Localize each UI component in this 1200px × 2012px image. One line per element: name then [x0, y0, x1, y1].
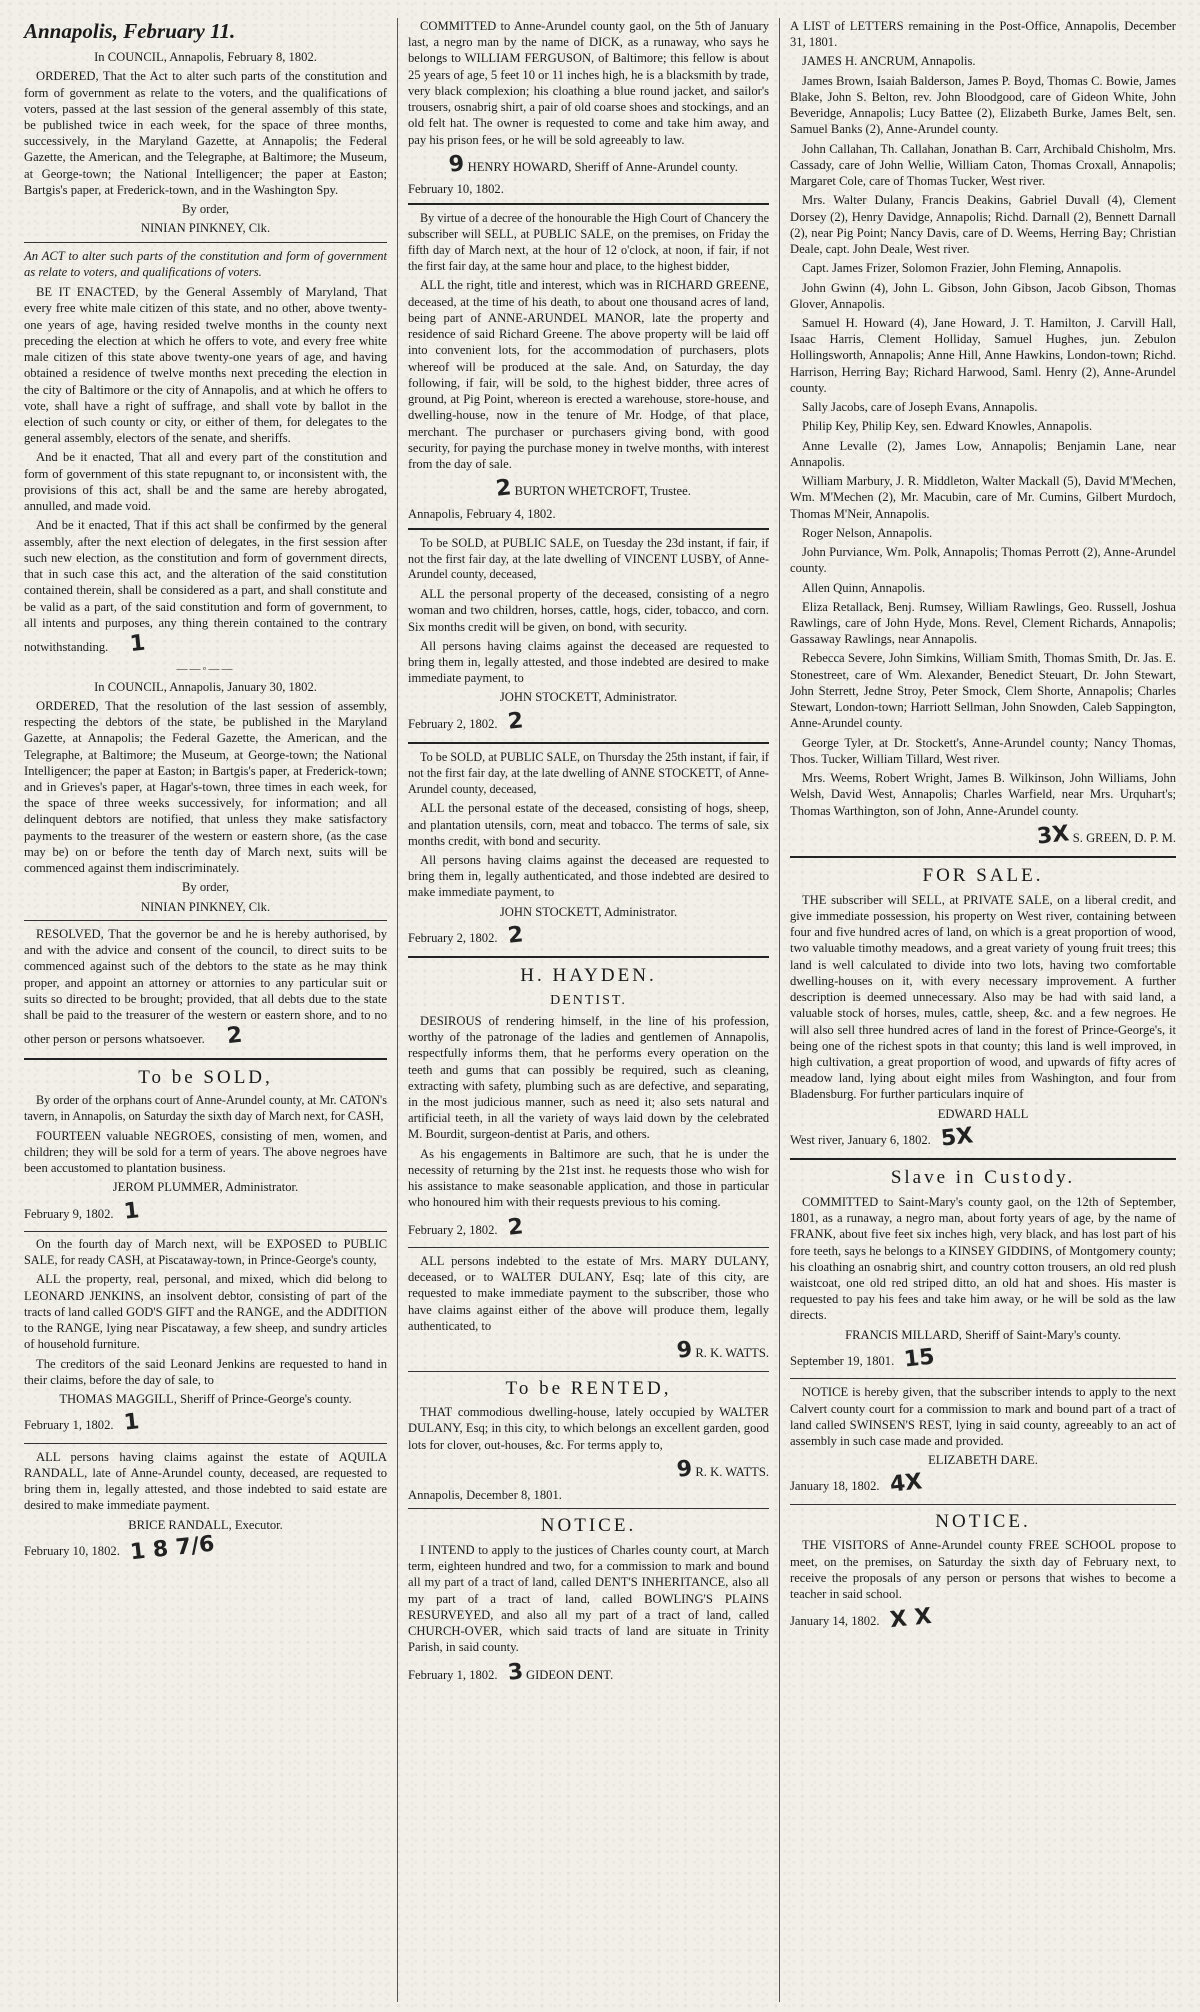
letters-entry: Eliza Retallack, Benj. Rumsey, William Rawlings, Geo. Russell, Joshua Rawlings, care of John Hyde, Mons. Revel, Clement Richards, Annapolis; Gassaway Rawlings, near Annapolis. [790, 599, 1176, 647]
letters-entry: George Tyler, at Dr. Stockett's, Anne-Arundel county; Nancy Thomas, Thos. Tucker, William Tillard, West river. [790, 735, 1176, 766]
divider [790, 856, 1176, 858]
ad-date [790, 1470, 1176, 1498]
signer [790, 822, 1176, 850]
divider [408, 956, 769, 958]
date-text: January 18, 1802. [790, 1479, 880, 1494]
signer [408, 151, 769, 179]
handwritten-mark: 15 [902, 1344, 937, 1373]
handwritten-mark: 1 [122, 1409, 141, 1437]
handwritten-mark: 5X [939, 1123, 975, 1152]
ad-body: ALL the right, title and interest, which was in RICHARD GREENE, deceased, at the time of his death, to about one thousand acres of land, being part of ANNE-ARUNDEL MANOR, late the property and residence of said Richard Greene. The above property will be laid off into convenient lots, for the accommodation of purchasers, plots whereof will be produced at the sale. And, on Saturday, the day following, if fair, will be sold, to the highest bidder, three acres of ground, at Pig Point, whereon is erected a warehouse, store-house, and dwelling-house, now in the tenure of Mr. Hodge, of that place, merchant. The purchaser or purchasers giving bond, with good security, for paying the purchase money in twelve months, with interest from the day of sale. [408, 278, 769, 471]
letters-entry: John Purviance, Wm. Polk, Annapolis; Thomas Perrott (2), Anne-Arundel county. [790, 545, 1176, 576]
column-3 [780, 18, 1186, 2002]
signer: JEROM PLUMMER, Administrator. [112, 1180, 299, 1195]
ad-body: ALL the property, real, personal, and mixed, which did belong to LEONARD JENKINS, an insolvent debtor, consisting of part of the tracts of land called GOD'S GIFT and the RANGE, and the ADDITION to the RANGE, lying near Piscataway, a few sheep, and sundry articles of household furniture. [24, 1272, 387, 1352]
ad-date: February 10, 1802. [408, 182, 504, 197]
resolved-text: RESOLVED, That the governor be and he is hereby authorised, by and with the advice and consent of the council, to direct suits to be commenced against such of the debtors to the state as he may think proper, and appoint an attorney or attornies to any particular suit or suits so directed to be brought; provided, that all debts due to the state shall be paid to the treasurer of the western or eastern shore, and to no other person or persons whatsoever. [24, 926, 387, 1047]
act-title: An ACT to alter such parts of the constitution and form of government as relate to voters, and qualifications of voters. [24, 248, 387, 279]
ad-date [408, 1659, 769, 1687]
letters-entry: Roger Nelson, Annapolis. [802, 525, 933, 540]
ad-intro: By virtue of a decree of the honourable the High Court of Chancery the subscriber will SELL, at PUBLIC SALE, on the premises, on Friday the fifth day of March next, at the hour of 12 o'clock, at noon, if fair, if not the first fair day, at the same hour and place, to the highest bidder, [408, 211, 769, 273]
handwritten-mark: 2 [506, 922, 525, 949]
council-order: ORDERED, That the resolution of the last session of assembly, respecting the debtors of the state, be published in the Maryland Gazette, at Annapolis; the Federal Gazette, the American, and the Telegraphe, at Baltimore; the Museum, at George-town; the National Intelligencer; the paper at Easton; in Bartgis's paper, at Frederick-town; and in Grieves's paper, at Hagar's-town, three times in each week, for the space of three weeks successively, for information; and all delinquent debtors are notified, that unless they make satisfactory payments to the treasurer of the western or eastern shore, (as the case may be) on or before the tenth day of March next, suits will be commenced against them indiscriminately. [24, 698, 387, 876]
signer-text: R. K. WATTS. [695, 1346, 769, 1361]
column-2 [398, 18, 780, 2002]
ad-body: ALL persons having claims against the estate of AQUILA RANDALL, late of Anne-Arundel county, deceased, are requested to bring them in, legally attested, and those indebted to said estate are desired to make immediate payment. [24, 1449, 387, 1513]
signer [408, 475, 769, 503]
letters-entry: Allen Quinn, Annapolis. [802, 580, 926, 595]
letters-entry: John Callahan, Th. Callahan, Jonathan B. Carr, Archibald Chisholm, Mrs. Cassady, care of John Wellie, William Caton, Thomas Croxall, Annapolis; Margaret Cole, care of Thomas Tucker, West river. [790, 141, 1176, 189]
signer: THOMAS MAGGILL, Sheriff of Prince-George's county. [59, 1392, 352, 1407]
handwritten-mark: 9 [675, 1337, 694, 1364]
ad-body: The creditors of the said Leonard Jenkins are requested to hand in their claims, before the day of sale, to [24, 1356, 387, 1387]
divider [24, 1058, 387, 1060]
signer-text: BURTON WHETCROFT, Trustee. [514, 484, 691, 499]
handwritten-mark: 1 [122, 1197, 141, 1225]
ad-body: THAT commodious dwelling-house, lately occupied by WALTER DULANY, Esq; in this city, to which belongs an excellent garden, good lots for clover, out-houses, &c. For terms apply to, [408, 1405, 769, 1452]
by-order: By order, [181, 202, 230, 217]
signer: JOHN STOCKETT, Administrator. [499, 904, 678, 919]
date-text: January 14, 1802. [790, 1614, 880, 1629]
ad-date [24, 1409, 387, 1437]
letters-entry: Mrs. Walter Dulany, Francis Deakins, Gabriel Duvall (4), Clement Dorsey (2), Henry Davidge, Annapolis; Richd. Darnall (2), Bennett Darnall (2), near Pig Point; Nancy Davis, care of D. Weems, Herring Bay; Christian Deale, capt. John Deale, West river. [790, 193, 1176, 257]
ad-body: DESIROUS of rendering himself, in the line of his profession, worthy of the patronage of the ladies and gentlemen of Annapolis, respectfully informs them, that he performs every operation on the teeth and gums that can possibly be required, such as cleaning, extracting with safety, plumbing such as are defective, and separating, in the most judicious manner, such as need it; also sets natural and artificial teeth, in all the variety of ways laid down by the celebrated M. Bourdit, surgeon-dentist at Paris, and others. [408, 1013, 769, 1142]
date-text: September 19, 1801. [790, 1353, 895, 1368]
ad-heading: To be RENTED, [505, 1377, 672, 1399]
handwritten-mark: 2 [225, 1022, 244, 1050]
ad-body: FOURTEEN valuable NEGROES, consisting of men, women, and children; they will be sold for a term of years. The above negroes have been accustomed to plantation business. [24, 1128, 387, 1176]
ad-body: NOTICE is hereby given, that the subscriber intends to apply to the next Calvert county court for a commission to mark and bound part of a tract of land called SWINSEN'S REST, lying in said county, agreeably to an act of assembly in such case made and provided. [790, 1385, 1176, 1448]
ad-intro: By order of the orphans court of Anne-Arundel county, at Mr. CATON's tavern, in Annapolis, on Saturday the sixth day of March next, for CASH, [24, 1093, 387, 1123]
ad-intro: To be SOLD, at PUBLIC SALE, on Tuesday the 23d instant, if fair, if not the first fair day, at the late dwelling of VINCENT LUSBY, of Anne-Arundel county, deceased, [408, 535, 769, 582]
signer [408, 1337, 769, 1365]
ad-body: ALL the personal estate of the deceased, consisting of hogs, sheep, and plantation utensils, corn, meat and tobacco. The terms of sale, six months credit, with bond and security. [408, 801, 769, 848]
signer: EDWARD HALL [937, 1106, 1029, 1121]
letters-entry: James Brown, Isaiah Balderson, James P. Boyd, Thomas C. Bowie, James Blake, John S. Belton, rev. John Bloodgood, care of Gideon White, John Beveridge, Annapolis; Lucy Battee (2), Elizabeth Burke, James Belt, sen. Samuel Banks (2), Anne-Arundel county. [790, 73, 1176, 137]
dateline: Annapolis, February 11. [24, 19, 236, 43]
signer: NINIAN PINKNEY, Clk. [140, 221, 271, 236]
date-text: February 1, 1802. [24, 1418, 114, 1433]
date-text: February 1, 1802. [408, 1667, 498, 1682]
signer: ELIZABETH DARE. [928, 1453, 1038, 1468]
resolved-paragraph [24, 926, 387, 1052]
column-1 [14, 18, 398, 2002]
handwritten-mark: 3X [1036, 821, 1071, 850]
ad-date: Annapolis, December 8, 1801. [408, 1488, 562, 1503]
letters-heading: A LIST of LETTERS remaining in the Post-Office, Annapolis, December 31, 1801. [790, 19, 1176, 50]
ad-date [24, 1531, 387, 1566]
signer: NINIAN PINKNEY, Clk. [140, 899, 271, 914]
handwritten-mark: X X [888, 1604, 933, 1634]
signer [408, 1456, 769, 1484]
date-text: February 2, 1802. [408, 1222, 498, 1237]
letters-entry: Anne Levalle (2), James Low, Annapolis; Benjamin Lane, near Annapolis. [790, 438, 1176, 469]
act-paragraph-1: BE IT ENACTED, by the General Assembly of Maryland, That every free white male citizen of this state, and no other, above twenty-one years of age, having resided twelve months in the county next preceding the election at which he offers to vote, and every free white male citizen of this state above twenty-one years of age, and having obtained a residence of twelve months next preceding the election in the city of Baltimore or the city of Annapolis, and at which he offers to vote, shall have a right of suffrage, and shall vote by ballot in the election of such county or city, or either of them, for delegates to the general assembly, electors of the senate, and sheriffs. [24, 285, 387, 446]
divider [24, 1231, 387, 1232]
divider [408, 203, 769, 205]
ad-date [408, 708, 769, 736]
columns [14, 18, 1186, 2002]
divider [790, 1158, 1176, 1160]
ad-body: I INTEND to apply to the justices of Charles county court, at March term, eighteen hundred and two, for a commission to mark and bound all my part of a tract of land, called DENT'S INHERITANCE, also all my part of a tract of land, called BOWLING'S PLAINS RESURVEYED, and also all my part of a tract of land, called CHURCH-OVER, which said tracts of land are situate in Trinity Parish, in said county. [408, 1542, 769, 1655]
ad-subheading: DENTIST. [550, 992, 627, 1008]
ad-heading: To be SOLD, [138, 1066, 273, 1088]
letters-entry: Sally Jacobs, care of Joseph Evans, Annapolis. [802, 400, 1038, 415]
letters-list [790, 53, 1176, 818]
ad-date: Annapolis, February 4, 1802. [408, 506, 556, 521]
letters-entry: JAMES H. ANCRUM, Annapolis. [802, 54, 976, 69]
letters-entry: John Gwinn (4), John L. Gibson, John Gibson, Jacob Gibson, Thomas Glover, Annapolis. [790, 280, 1176, 311]
ad-body: COMMITTED to Saint-Mary's county gaol, on the 12th of September, 1801, as a runaway, a negro man, about forty years of age, by the name of FRANK, about five feet six inches high, very black, and has lost part of his fore teeth, says he belongs to a KINSEY GIDDINS, of Montgomery county; his cloathing an osnabrig shirt, and country cotton trousers, an old red plush waistcoat, one old red striped ditto, an old hat and shoes. His master is requested to pay his fees and take him away, or he will be sold as the law directs. [790, 1194, 1176, 1323]
ad-heading: FOR SALE. [922, 865, 1044, 887]
ad-heading: NOTICE. [935, 1510, 1031, 1532]
ad-date [790, 1124, 1176, 1152]
signer: JOHN STOCKETT, Administrator. [499, 690, 678, 705]
ad-date [408, 1214, 769, 1242]
signer-text: GIDEON DENT. [526, 1667, 614, 1682]
handwritten-mark: 2 [506, 1213, 525, 1241]
council-heading: In COUNCIL, Annapolis, January 30, 1802. [94, 679, 317, 694]
handwritten-mark: 3 [506, 1658, 525, 1686]
signer-text: S. GREEN, D. P. M. [1072, 830, 1176, 845]
ad-heading: Slave in Custody. [890, 1167, 1076, 1189]
ad-body: As his engagements in Baltimore are such, that he is under the necessity of returning by the 21st inst. he requests those who wish for his assistance to make seasonable application, and those in particular who honoured him with their requests previous to his coming. [408, 1146, 769, 1210]
handwritten-mark: 9 [675, 1456, 694, 1483]
letters-entry: Samuel H. Howard (4), Jane Howard, J. T. Hamilton, J. Carvill Hall, Isaac Harris, Clement Holliday, Samuel Hughes, jun. Zebulon Hollingsworth, Annapolis; Anne Hill, Anne Hawkins, London-town; Richd. Harrison, Herring Bay; Richard Harwood, Saml. Henry (2), Anne-Arundel county. [790, 315, 1176, 395]
letters-entry: Philip Key, Philip Key, sen. Edward Knowles, Annapolis. [802, 419, 1093, 434]
signer-text: HENRY HOWARD, Sheriff of Anne-Arundel county. [467, 159, 738, 174]
handwritten-mark: 1 [128, 630, 147, 658]
divider [24, 1443, 387, 1444]
divider [408, 1247, 769, 1248]
ad-body: All persons having claims against the deceased are requested to bring them in, legally authenticated, and those indebted are desired to make immediate payment, to [408, 852, 769, 900]
date-text: February 2, 1802. [408, 716, 498, 731]
handwritten-mark: 2 [506, 707, 525, 735]
letters-entry: Mrs. Weems, Robert Wright, James B. Wilkinson, John Williams, John Welsh, David West, Annapolis; Charles Warfield, near Mrs. Urquhart's; Thomas Warthington, son of John, Anne-Arundel county. [790, 771, 1176, 818]
council-order: ORDERED, That the Act to alter such parts of the constitution and form of government as relate to the voters, and the qualifications of voters, passed at the last session of the general assembly of this state, be published twice in each week, for the space of three months, successively, in the Maryland Gazette, at Annapolis; the Federal Gazette, the American, and the Telegraphe, at Baltimore; the Museum, at George-town; the National Intelligencer; the paper at Easton; Bartgis's paper, at Frederick-town, and in the Washington Spy. [24, 69, 387, 197]
signer-text: R. K. WATTS. [695, 1464, 769, 1479]
handwritten-mark: 2 [494, 475, 513, 502]
divider [408, 1371, 769, 1372]
ornament-divider: ——◦—— [176, 663, 235, 676]
ad-date [24, 1198, 387, 1226]
divider [408, 1508, 769, 1509]
letters-entry: Capt. James Frizer, Solomon Frazier, John Fleming, Annapolis. [802, 261, 1122, 276]
handwritten-mark: 1 8 7/6 [128, 1531, 216, 1566]
letters-entry: William Marbury, J. R. Middleton, Walter Mackall (5), David M'Mechen, Wm. M'Mechen (2), Mr. Macubin, care of Mr. Cumins, Gilbert Murdoch, Thomas M'Neir, Annapolis. [790, 474, 1176, 521]
act-paragraph-2: And be it enacted, That all and every part of the constitution and form of government of this state repugnant to, or inconsistent with, the provisions of this act, shall be and the same are hereby abrogated, annulled, and made void. [24, 450, 387, 514]
ad-intro: To be SOLD, at PUBLIC SALE, on Thursday the 25th instant, if fair, if not the first fair day, at the late dwelling of ANNE STOCKETT, of Anne-Arundel county, deceased, [408, 750, 769, 796]
divider [24, 920, 387, 921]
ad-date [790, 1605, 1176, 1633]
handwritten-mark: 9 [447, 151, 466, 178]
act-paragraph-3 [24, 517, 387, 659]
signer: BRICE RANDALL, Executor. [128, 1517, 283, 1532]
divider [408, 742, 769, 744]
ad-date [408, 922, 769, 950]
divider [790, 1504, 1176, 1505]
ad-date [790, 1345, 1176, 1373]
ad-body: COMMITTED to Anne-Arundel county gaol, on the 5th of January last, a negro man by the name of DICK, as a runaway, who says he belongs to WILLIAM FERGUSON, of Baltimore; this fellow is about 25 years of age, 5 feet 10 or 11 inches high, he is a blacksmith by trade, very black complexion; his cloathing a blue round jacket, and sailor's trousers, osnabrig shirt, a pair of old coarse shoes and stockings, and an old felt hat. The owner is requested to come and take him away, and pay his prison fees, or he will be sold agreeably to law. [408, 19, 769, 147]
ad-intro: On the fourth day of March next, will be EXPOSED to PUBLIC SALE, for ready CASH, at Piscataway-town, in Prince-George's county, [24, 1236, 387, 1267]
date-text: West river, January 6, 1802. [790, 1132, 931, 1147]
by-order: By order, [181, 880, 230, 895]
date-text: February 9, 1802. [24, 1206, 114, 1221]
divider [790, 1378, 1176, 1379]
council-heading: In COUNCIL, Annapolis, February 8, 1802. [94, 50, 317, 65]
divider [408, 528, 769, 530]
ad-heading: H. HAYDEN. [520, 965, 657, 987]
handwritten-mark: 4X [888, 1469, 923, 1499]
divider [24, 242, 387, 243]
ad-body: All persons having claims against the deceased are requested to bring them in, legally attested, and those indebted are desired to make immediate payment, to [408, 638, 769, 686]
ad-body: ALL persons indebted to the estate of Mrs. MARY DULANY, deceased, or to WALTER DULANY, Esq; late of this city, are requested to make immediate payment to the subscriber, those who have claims against either of the above will produce them, legally authenticated, to [408, 1254, 769, 1333]
act-text: And be it enacted, That if this act shall be confirmed by the general assembly, after the next election of delegates, in the first session after such new election, as the constitution and form of government directs, that in such case this act, and the alteration of the said constitution contained therein, shall be considered as a part, and shall constitute and be valid as a part, of the said constitution and form of government, to all intents and purposes, any thing therein contained to the contrary notwithstanding. [24, 518, 387, 655]
ad-heading: NOTICE. [540, 1515, 637, 1537]
signer: FRANCIS MILLARD, Sheriff of Saint-Mary's county. [845, 1327, 1121, 1342]
date-text: February 2, 1802. [408, 930, 498, 945]
ad-body: THE VISITORS of Anne-Arundel county FREE SCHOOL propose to meet, on the premises, on Saturday the sixth day of February next, to receive the proposals of any person or persons that wishes to become a teacher in said school. [790, 1538, 1176, 1602]
date-text: February 10, 1802. [24, 1543, 120, 1558]
letters-entry: Rebecca Severe, John Simkins, William Smith, Thomas Smith, Dr. Jas. E. Stonestreet, care of Wm. Alexander, Benedict Steuart, Dr. John Stewart, John Sterrett, Jedne Stroy, Peter Smock, Clem Shorte, Annapolis; Charles Stewart, London-town; Harriott Sellman, John Snowden, Caleb Sappington, Anne-Arundel county. [790, 651, 1176, 731]
ad-body: ALL the personal property of the deceased, consisting of a negro woman and two children, horses, cattle, hogs, cider, tobacco, and corn. Six months credit will be given, on bond, with security. [408, 587, 769, 634]
ad-body: THE subscriber will SELL, at PRIVATE SALE, on a liberal credit, and give immediate possession, his property on West river, containing between four and five hundred acres of land, on which is a great proportion of wood, two valuable timothy meadows, and a great variety of young fruit trees; this land is well calculated to divide into two lots, having two comfortable dwelling-houses on it, with every necessary improvement. A further description is deemed unnecessary. Also may be had with said land, a valuable stock of horses, mules, cattle, sheep, &c. and a few negroes. He will also sell three hundred acres of land in the forest of Prince-George's, it being one of the richest spots in that county; this land is well improved, in high cultivation, a great proportion of wood, and upwards of fifty acres of meadow land, lying about eight miles from Washington, and four from Bladensburg. For further particulars inquire of [790, 892, 1176, 1102]
